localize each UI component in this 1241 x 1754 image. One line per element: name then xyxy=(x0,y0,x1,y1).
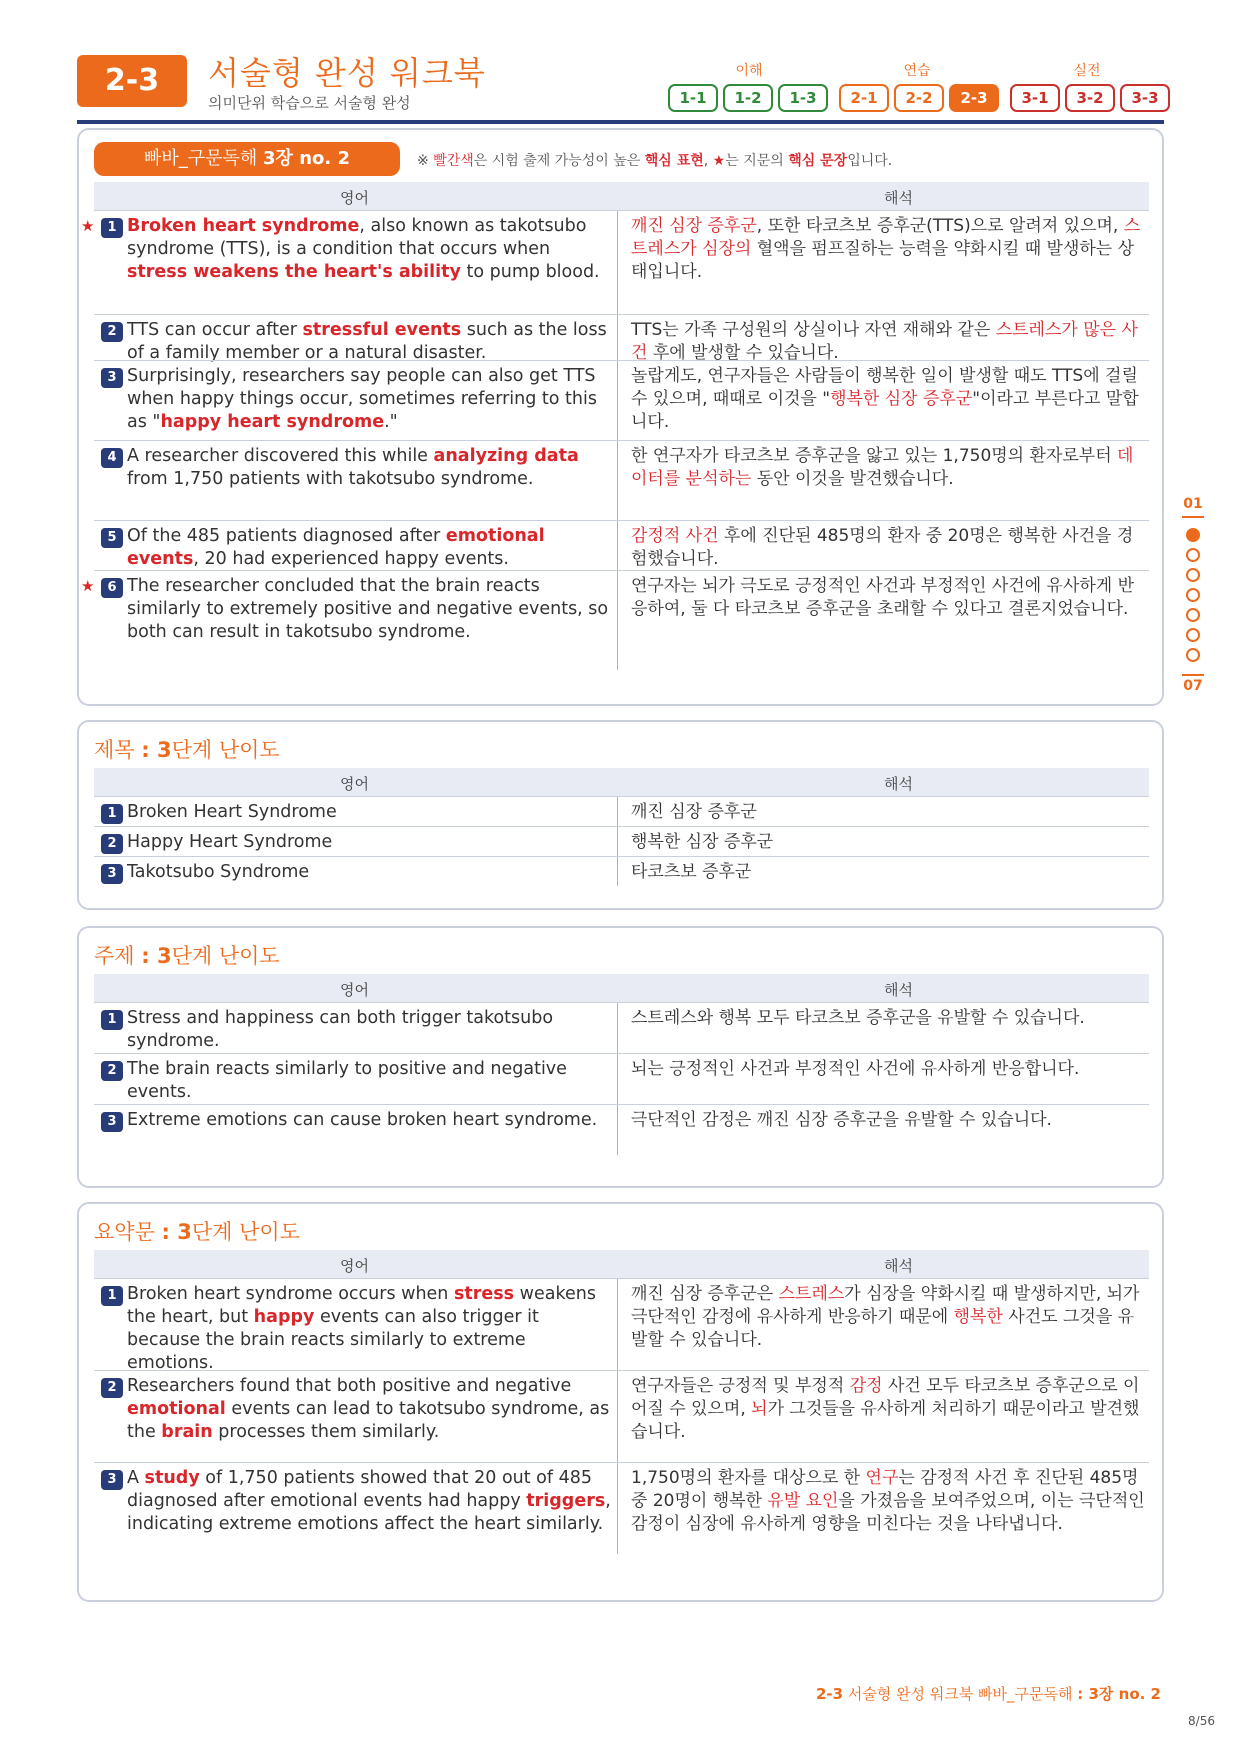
english-cell xyxy=(94,1054,618,1104)
side-progress-nav xyxy=(1178,496,1208,696)
sentence-number: 1 xyxy=(101,804,123,824)
unit-badge: 2-3 xyxy=(77,55,187,107)
table-row xyxy=(94,826,1149,856)
progress-start-label: 01 xyxy=(1183,496,1203,512)
column-header xyxy=(94,1250,1149,1278)
english-text: TTS can occur after stressful events such as the loss of a family member or a natural disaster. xyxy=(127,320,607,363)
english-cell xyxy=(81,211,618,314)
korean-text: TTS는 가족 구성원의 상실이나 자연 재해와 같은 스트레스가 많은 사건 후에 발생할 수 있습니다. xyxy=(631,320,1138,363)
progress-dot[interactable] xyxy=(1186,588,1200,602)
english-cell xyxy=(94,797,618,826)
table-row xyxy=(94,360,1149,440)
section-title-bold: : 3 xyxy=(141,944,172,968)
step-navigator xyxy=(0,60,1241,120)
table-row xyxy=(94,314,1149,363)
english-cell xyxy=(94,315,618,363)
section-title-bold: : 3 xyxy=(161,1220,192,1244)
sentence-number: 1 xyxy=(101,1010,123,1030)
korean-text: 연구자들은 긍정적 및 부정적 감정 사건 모두 타코츠보 증후군으로 이어질 수 있으며, 뇌가 그것들을 유사하게 처리하기 때문이라고 발견했습니다. xyxy=(631,1376,1140,1442)
progress-dot[interactable] xyxy=(1186,548,1200,562)
table-row xyxy=(94,1278,1149,1373)
header-divider xyxy=(77,120,1164,124)
col-english: 영어 xyxy=(340,775,369,793)
progress-dot[interactable] xyxy=(1186,608,1200,622)
progress-bar-top xyxy=(1182,516,1204,518)
step-1-2[interactable]: 1-2 xyxy=(723,84,773,112)
korean-text: 연구자는 뇌가 극도로 긍정적인 사건과 부정적인 사건에 유사하게 반응하여, 둘 다 타코츠보 증후군을 초래할 수 있다고 결론지었습니다. xyxy=(631,576,1135,619)
table-row xyxy=(81,570,1149,670)
sentence-number: 2 xyxy=(101,1378,123,1398)
section-title xyxy=(94,734,280,764)
step-3-3[interactable]: 3-3 xyxy=(1120,84,1170,112)
korean-text: 스트레스와 행복 모두 타코츠보 증후군을 유발할 수 있습니다. xyxy=(631,1008,1085,1028)
notice-part: 핵심 문장 xyxy=(788,153,848,169)
english-cell xyxy=(94,1279,618,1373)
sentence-number: 1 xyxy=(101,218,123,238)
col-korean: 해석 xyxy=(884,189,913,207)
progress-dot[interactable] xyxy=(1186,568,1200,582)
progress-end-label: 07 xyxy=(1183,678,1203,694)
col-english: 영어 xyxy=(340,981,369,999)
table-row xyxy=(94,520,1149,570)
col-korean: 해석 xyxy=(884,775,913,793)
korean-text: 행복한 심장 증후군 xyxy=(631,832,774,852)
english-text: A researcher discovered this while analyzing data from 1,750 patients with takotsubo syndrome. xyxy=(127,446,579,489)
table-row xyxy=(94,1370,1149,1462)
korean-text: 극단적인 감정은 깨진 심장 증후군을 유발할 수 있습니다. xyxy=(631,1110,1052,1130)
progress-dot[interactable] xyxy=(1186,628,1200,642)
sentence-number: 2 xyxy=(101,322,123,342)
english-text: Happy Heart Syndrome xyxy=(127,832,333,852)
step-group-label-understand: 이해 xyxy=(735,63,763,79)
english-text: Of the 485 patients diagnosed after emotional events, 20 had experienced happy events. xyxy=(127,526,545,569)
footer-unit-code: 2-3 xyxy=(815,1685,844,1703)
step-1-1[interactable]: 1-1 xyxy=(668,84,718,112)
step-2-3[interactable]: 2-3 xyxy=(949,84,999,112)
sentence-number: 3 xyxy=(101,1470,123,1490)
table-row xyxy=(94,796,1149,826)
table-row xyxy=(81,210,1149,314)
footer-colon: : xyxy=(1077,1685,1089,1703)
sentence-number: 5 xyxy=(101,528,123,548)
progress-dot[interactable] xyxy=(1186,648,1200,662)
english-cell xyxy=(94,1371,618,1462)
reading-tag-prefix: 빠바_구문독해 xyxy=(143,148,264,169)
sentence-number: 3 xyxy=(101,368,123,388)
english-text: Broken heart syndrome, also known as takotsubo syndrome (TTS), is a condition that occurs when stress weakens the heart's ability to pump blood. xyxy=(127,216,600,282)
theme-panel xyxy=(77,926,1164,1188)
footer-book-title: 서술형 완성 워크북 빠바_구문독해 xyxy=(843,1685,1078,1703)
korean-text: 감정적 사건 후에 진단된 485명의 환자 중 20명은 행복한 사건을 경험했습니다. xyxy=(631,526,1134,569)
english-text: Extreme emotions can cause broken heart syndrome. xyxy=(127,1110,598,1130)
table-row xyxy=(94,1053,1149,1104)
section-title xyxy=(94,1216,300,1246)
section-title xyxy=(94,940,280,970)
sentence-number: 2 xyxy=(101,1061,123,1081)
step-2-1[interactable]: 2-1 xyxy=(839,84,889,112)
key-sentence-star-icon: ★ xyxy=(81,577,95,595)
section-title-post: 단계 난이도 xyxy=(171,738,280,762)
notice-part: ★ xyxy=(712,153,726,169)
page-subtitle: 의미단위 학습으로 서술형 완성 xyxy=(208,94,411,112)
reading-tag-bold: 3장 no. 2 xyxy=(263,148,351,169)
english-text: Broken Heart Syndrome xyxy=(127,802,337,822)
english-text: Stress and happiness can both trigger takotsubo syndrome. xyxy=(127,1008,554,1051)
col-korean: 해석 xyxy=(884,981,913,999)
step-3-1[interactable]: 3-1 xyxy=(1010,84,1060,112)
table-row xyxy=(94,440,1149,520)
notice-part: 는 지문의 xyxy=(725,153,789,169)
table-row xyxy=(94,856,1149,886)
korean-text: 타코츠보 증후군 xyxy=(631,862,752,882)
footer-bold: 3장 no. 2 xyxy=(1088,1685,1161,1703)
english-cell xyxy=(94,521,618,570)
page-number: 8/56 xyxy=(1188,1714,1215,1728)
english-cell xyxy=(94,1105,618,1155)
table-row xyxy=(94,1002,1149,1053)
step-group-label-real: 실전 xyxy=(1073,63,1101,79)
column-header xyxy=(94,182,1149,210)
english-text: Broken heart syndrome occurs when stress weakens the heart, but happy events can also trigger it because the brain reacts similarly to extreme emotions. xyxy=(127,1284,596,1373)
english-cell xyxy=(81,571,618,670)
english-cell xyxy=(94,361,618,440)
notice-text xyxy=(417,150,892,170)
korean-text: 깨진 심장 증후군은 스트레스가 심장을 약화시킬 때 발생하지만, 뇌가 극단적인 감정에 유사하게 반응하기 때문에 행복한 사건도 그것을 유발할 수 있습니다. xyxy=(631,1284,1140,1350)
sentence-number: 3 xyxy=(101,864,123,884)
english-cell xyxy=(94,827,618,856)
table-row xyxy=(94,1104,1149,1155)
col-english: 영어 xyxy=(340,189,369,207)
english-cell xyxy=(94,1463,618,1554)
step-2-2[interactable]: 2-2 xyxy=(894,84,944,112)
korean-text: 한 연구자가 타코츠보 증후군을 앓고 있는 1,750명의 환자로부터 데이터를 분석하는 동안 이것을 발견했습니다. xyxy=(631,446,1134,489)
section-title-pre: 요약문 xyxy=(94,1220,162,1244)
english-cell xyxy=(94,441,618,520)
sentence-number: 4 xyxy=(101,448,123,468)
notice-part: 빨간색 xyxy=(433,153,474,169)
notice-part: 은 시험 출제 가능성이 높은 xyxy=(473,153,645,169)
col-english: 영어 xyxy=(340,1257,369,1275)
title-panel xyxy=(77,720,1164,910)
notice-part: 입니다. xyxy=(847,153,893,169)
progress-bar-bottom xyxy=(1182,674,1204,676)
english-cell xyxy=(94,857,618,886)
column-header xyxy=(94,974,1149,1002)
section-title-post: 단계 난이도 xyxy=(191,1220,300,1244)
reading-panel xyxy=(77,128,1164,706)
section-title-pre: 주제 xyxy=(94,944,142,968)
korean-text: 1,750명의 환자를 대상으로 한 연구는 감정적 사건 후 진단된 485명 중 20명이 행복한 유발 요인을 가졌음을 보여주었으며, 이는 극단적인 감정이 심장에 유사하게 영향을 미친다는 것을 나타냅니다. xyxy=(631,1468,1145,1534)
english-text: A study of 1,750 patients showed that 20 out of 485 diagnosed after emotional events had happy triggers, indicating extreme emotions affect the heart similarly. xyxy=(127,1468,611,1534)
col-korean: 해석 xyxy=(884,1257,913,1275)
korean-text: 깨진 심장 증후군, 또한 타코츠보 증후군(TTS)으로 알려져 있으며, 스트레스가 심장의 혈액을 펌프질하는 능력을 약화시킬 때 발생하는 상태입니다. xyxy=(631,216,1141,282)
step-group-label-practice: 연습 xyxy=(903,63,931,79)
english-text: The brain reacts similarly to positive and negative events. xyxy=(127,1059,567,1102)
english-cell xyxy=(94,1003,618,1053)
notice-part: ※ xyxy=(417,153,434,169)
sentence-number: 6 xyxy=(101,578,123,598)
summary-panel xyxy=(77,1202,1164,1602)
page-title: 서술형 완성 워크북 xyxy=(208,54,486,92)
english-text: Takotsubo Syndrome xyxy=(127,862,310,882)
footer-title xyxy=(816,1683,1161,1704)
step-3-2[interactable]: 3-2 xyxy=(1065,84,1115,112)
section-title-bold: : 3 xyxy=(141,738,172,762)
sentence-number: 1 xyxy=(101,1286,123,1306)
key-sentence-star-icon: ★ xyxy=(81,217,95,235)
section-title-pre: 제목 xyxy=(94,738,142,762)
notice-part: , xyxy=(703,153,713,169)
english-text: Researchers found that both positive and negative emotional events can lead to takotsubo syndrome, as the brain processes them similarly. xyxy=(127,1376,610,1442)
korean-text: 놀랍게도, 연구자들은 사람들이 행복한 일이 발생할 때도 TTS에 걸릴 수 있으며, 때때로 이것을 "행복한 심장 증후군"이라고 부른다고 말합니다. xyxy=(631,366,1139,432)
progress-dot[interactable] xyxy=(1186,528,1200,542)
korean-text: 뇌는 긍정적인 사건과 부정적인 사건에 유사하게 반응합니다. xyxy=(631,1059,1080,1079)
section-title-post: 단계 난이도 xyxy=(171,944,280,968)
english-text: The researcher concluded that the brain reacts similarly to extremely positive and negative events, so both can result in takotsubo syndrome. xyxy=(127,576,609,642)
reading-tag xyxy=(94,142,400,176)
column-header xyxy=(94,768,1149,796)
sentence-number: 2 xyxy=(101,834,123,854)
table-row xyxy=(94,1462,1149,1554)
english-text: Surprisingly, researchers say people can also get TTS when happy things occur, sometimes referring to this as "happy heart syndrome." xyxy=(127,366,597,432)
korean-text: 깨진 심장 증후군 xyxy=(631,802,757,822)
step-1-3[interactable]: 1-3 xyxy=(778,84,828,112)
notice-part: 핵심 표현 xyxy=(644,153,704,169)
sentence-number: 3 xyxy=(101,1112,123,1132)
